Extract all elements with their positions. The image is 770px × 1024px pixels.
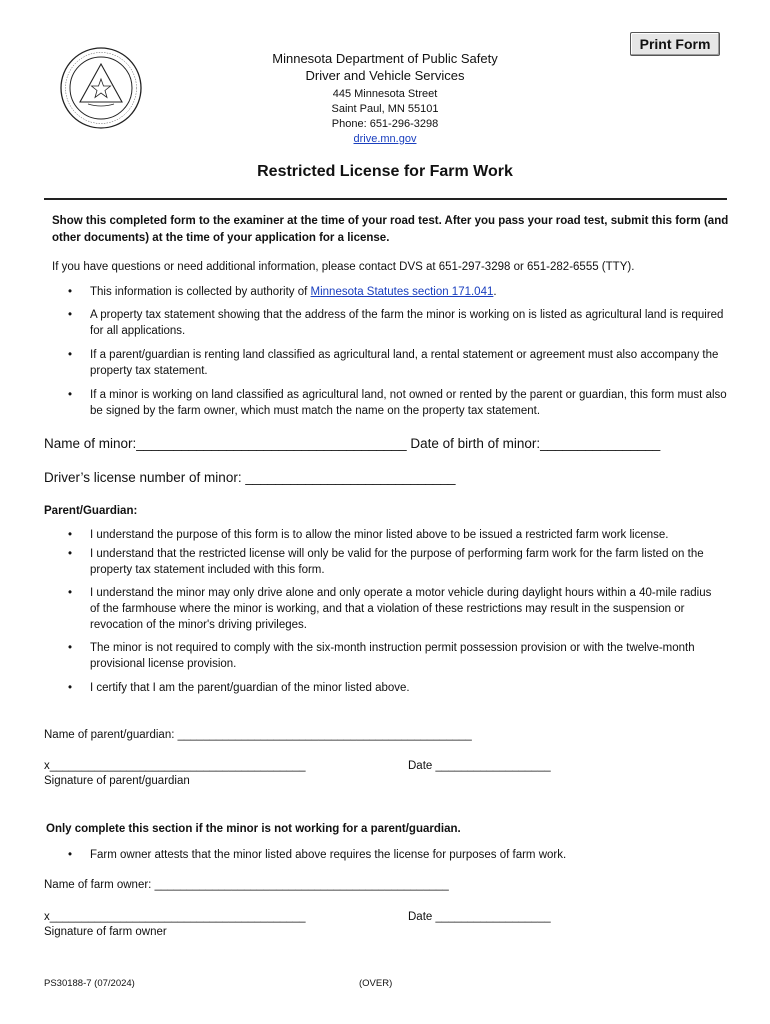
contact-text: If you have questions or need additional information, please contact DVS at 651-297-3298 or 651-282-6555 (TTY). (52, 261, 635, 273)
bullet-icon: • (68, 286, 73, 298)
list-item-text: A property tax statement showing that the address of the farm the minor is working on is listed as agricultural land is required for all applications. (90, 309, 724, 337)
list-item (52, 347, 732, 379)
list-item (52, 680, 724, 696)
website-link[interactable]: drive.mn.gov (353, 133, 417, 145)
over-indicator: (OVER) (359, 978, 393, 989)
city-address: Saint Paul, MN 55101 (331, 103, 439, 115)
farm-bullet-list (52, 847, 724, 863)
bullet-icon: • (68, 849, 73, 861)
instructions-bold: Show this completed form to the examiner at the time of your road test. After you pass your road test, submit this form (and other documents) at the time of your application for a license. (52, 215, 729, 244)
list-item-text: I understand the purpose of this form is to allow the minor listed above to be issued a restricted farm work license. (90, 529, 669, 541)
bullet-icon: • (68, 682, 73, 694)
list-item (52, 307, 732, 339)
bullet-icon: • (68, 309, 73, 321)
farm-owner-name-label: Name of farm owner: (44, 879, 152, 891)
list-item (52, 585, 724, 633)
list-item-text: This information is collected by authority of (90, 286, 311, 298)
agency-header (200, 50, 570, 147)
division-name: Driver and Vehicle Services (305, 68, 465, 83)
minor-dl-field[interactable]: ____________________________ (245, 470, 456, 485)
parent-signature-field[interactable]: x________________________________________ (44, 760, 306, 772)
list-item (52, 640, 724, 672)
list-item-text: Farm owner attests that the minor listed above requires the license for purposes of farm work. (90, 849, 567, 861)
print-form-button[interactable]: Print Form (630, 32, 720, 56)
statute-link[interactable]: Minnesota Statutes section 171.041 (310, 286, 494, 298)
farm-owner-date-field[interactable]: __________________ (435, 911, 551, 923)
parent-name-row (44, 729, 472, 741)
minor-dl-row (44, 470, 456, 485)
bullet-icon: • (68, 642, 73, 654)
minor-name-row (44, 436, 660, 451)
farm-owner-date-label: Date (408, 911, 433, 923)
list-item-text: . (493, 286, 497, 298)
parent-date-row (408, 760, 551, 772)
minor-dob-field[interactable]: ________________ (540, 436, 661, 451)
farm-owner-signature-caption: Signature of farm owner (44, 926, 167, 938)
farm-section-heading: Only complete this section if the minor is not working for a parent/guardian. (46, 823, 461, 835)
minor-name-field[interactable]: ____________________________________ (136, 436, 407, 451)
list-item (52, 847, 724, 863)
list-item (52, 527, 724, 543)
minor-dob-label: Date of birth of minor: (410, 436, 541, 451)
farm-owner-date-row (408, 911, 551, 923)
parent-date-label: Date (408, 760, 433, 772)
form-title: Restricted License for Farm Work (257, 163, 513, 180)
title-divider (44, 198, 727, 200)
department-name: Minnesota Department of Public Safety (272, 51, 498, 66)
list-item-text: The minor is not required to comply with the six-month instruction permit possession provision or with the twelve-month provisional license provision. (90, 642, 695, 670)
parent-name-field[interactable]: ______________________________________________ (177, 729, 472, 741)
list-item-text: I understand the minor may only drive alone and only operate a motor vehicle during daylight hours within a 40-mile radius of the farmhouse where the minor is working, and that a violation of these restrictions may result in the suspension or revocation of the minor's driving privileges. (90, 587, 712, 631)
parent-name-label: Name of parent/guardian: (44, 729, 175, 741)
bullet-icon: • (68, 389, 73, 401)
list-item-text: I understand that the restricted license will only be valid for the purpose of performing farm work for the farm listed on the property tax statement included with this form. (90, 548, 704, 576)
minor-dl-label: Driver’s license number of minor: (44, 470, 242, 485)
list-item-text: If a minor is working on land classified as agricultural land, not owned or rented by the parent or guardian, this form must also be signed by the farm owner, which must match the name on the property tax statement. (90, 389, 727, 417)
state-seal-logo (59, 46, 143, 130)
list-item (52, 546, 724, 578)
list-item (52, 284, 732, 300)
farm-owner-name-field[interactable]: ______________________________________________ (154, 879, 449, 891)
list-item-text: If a parent/guardian is renting land classified as agricultural land, a rental statement or agreement must also accompany the property tax statement. (90, 349, 719, 377)
list-item (52, 387, 732, 419)
bullet-icon: • (68, 587, 73, 599)
bullet-icon: • (68, 349, 73, 361)
bullet-icon: • (68, 529, 73, 541)
list-item-text: I certify that I am the parent/guardian of the minor listed above. (90, 682, 410, 694)
parent-date-field[interactable]: __________________ (435, 760, 551, 772)
info-bullet-list (52, 284, 732, 419)
parent-signature-caption: Signature of parent/guardian (44, 775, 190, 787)
form-number: PS30188-7 (07/2024) (44, 978, 135, 989)
farm-owner-signature-field[interactable]: x________________________________________ (44, 911, 306, 923)
minor-name-label: Name of minor: (44, 436, 137, 451)
parent-section-heading: Parent/Guardian: (44, 505, 138, 517)
farm-owner-name-row (44, 879, 449, 891)
street-address: 445 Minnesota Street (332, 88, 438, 100)
phone-number: Phone: 651-296-3298 (331, 118, 439, 130)
bullet-icon: • (68, 548, 73, 560)
parent-bullet-list (52, 527, 724, 696)
